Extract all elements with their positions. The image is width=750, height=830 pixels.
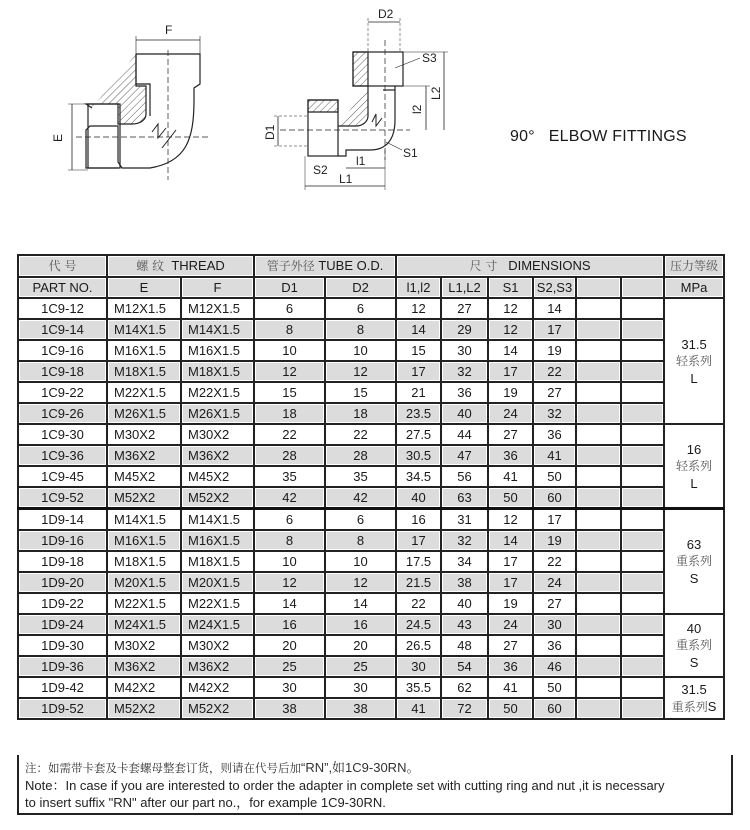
table-row	[18, 677, 724, 698]
cell-blank	[576, 340, 621, 361]
header-code: 代 号	[18, 255, 107, 277]
cell-tube-d1: 6	[254, 298, 325, 319]
cell-blank	[621, 403, 664, 424]
cell-dim-s2-s3: 24	[533, 572, 576, 593]
title-angle: 90°	[510, 128, 535, 145]
note-en-line-1: Note：In case if you are interested to order the adapter in complete set with cutting ring and nut ,it is necessary	[25, 778, 665, 793]
spec-table	[17, 254, 725, 720]
cell-tube-d2: 28	[325, 445, 396, 466]
cell-dim-s1: 12	[488, 509, 533, 531]
cell-dim-s1: 36	[488, 656, 533, 677]
cell-tube-d2: 42	[325, 487, 396, 509]
cell-blank	[621, 677, 664, 698]
cell-thread-e: M22X1.5	[107, 593, 181, 614]
cell-dim-L1-L2: 32	[441, 530, 488, 551]
cell-blank	[576, 656, 621, 677]
cell-tube-d1: 12	[254, 361, 325, 382]
cell-tube-d2: 38	[325, 698, 396, 719]
cell-part-no: 1D9-42	[18, 677, 107, 698]
cell-blank	[576, 551, 621, 572]
cell-dim-s1: 14	[488, 530, 533, 551]
cell-dim-s1: 19	[488, 593, 533, 614]
cell-part-no: 1C9-16	[18, 340, 107, 361]
pressure-group	[664, 614, 724, 677]
header-thread: 螺 纹 THREAD	[107, 255, 254, 277]
cell-blank	[576, 677, 621, 698]
cell-tube-d1: 42	[254, 487, 325, 509]
cell-blank	[621, 340, 664, 361]
cell-dim-s1: 27	[488, 424, 533, 445]
cell-blank	[621, 614, 664, 635]
cell-blank	[576, 319, 621, 340]
cell-dim-L1-L2: 56	[441, 466, 488, 487]
cell-blank	[621, 487, 664, 509]
cell-blank	[621, 572, 664, 593]
header-row-2	[18, 277, 724, 298]
pressure-group	[664, 298, 724, 424]
cell-thread-e: M52X2	[107, 487, 181, 509]
cell-thread-f: M14X1.5	[181, 319, 254, 340]
cell-dim-s2-s3: 27	[533, 593, 576, 614]
cell-tube-d1: 38	[254, 698, 325, 719]
cell-part-no: 1D9-14	[18, 509, 107, 531]
table-row	[18, 382, 724, 403]
title-text: ELBOW FITTINGS	[548, 128, 687, 145]
table-row	[18, 403, 724, 424]
cell-blank	[621, 319, 664, 340]
cell-dim-L1-L2: 27	[441, 298, 488, 319]
cell-tube-d2: 22	[325, 424, 396, 445]
cell-dim-s1: 17	[488, 572, 533, 593]
header-pressure-unit: MPa	[664, 277, 724, 298]
cell-dim-s1: 17	[488, 361, 533, 382]
cell-thread-f: M30X2	[181, 424, 254, 445]
cell-blank	[621, 424, 664, 445]
cell-blank	[576, 424, 621, 445]
cell-tube-d2: 35	[325, 466, 396, 487]
cell-thread-f: M36X2	[181, 445, 254, 466]
cell-dim-l1-l2: 35.5	[396, 677, 441, 698]
cell-blank	[576, 487, 621, 509]
header-blank-2	[621, 277, 664, 298]
table-row	[18, 509, 724, 531]
cell-dim-L1-L2: 29	[441, 319, 488, 340]
cell-dim-L1-L2: 48	[441, 635, 488, 656]
cell-thread-e: M26X1.5	[107, 403, 181, 424]
header-s2-s3: S2,S3	[533, 277, 576, 298]
note-cn: 注：如需带卡套及卡套螺母整套订货，则请在代号后加“RN”,如1C9-30RN。	[25, 760, 420, 775]
cell-dim-s1: 17	[488, 551, 533, 572]
pressure-value: 31.5	[681, 336, 707, 352]
technical-drawings	[0, 0, 750, 250]
cell-part-no: 1C9-14	[18, 319, 107, 340]
order-note	[17, 755, 733, 815]
table-row	[18, 551, 724, 572]
table-row	[18, 424, 724, 445]
cell-thread-e: M22X1.5	[107, 382, 181, 403]
dim-label-l2-lower: l2	[410, 104, 424, 114]
cell-part-no: 1D9-16	[18, 530, 107, 551]
cell-blank	[576, 403, 621, 424]
cell-blank	[621, 656, 664, 677]
cell-dim-L1-L2: 63	[441, 487, 488, 509]
cell-dim-s2-s3: 22	[533, 551, 576, 572]
cell-blank	[576, 572, 621, 593]
cell-dim-s2-s3: 17	[533, 319, 576, 340]
header-part-no: PART NO.	[18, 277, 107, 298]
header-l1-l2: l1,l2	[396, 277, 441, 298]
cell-dim-L1-L2: 36	[441, 382, 488, 403]
cell-blank	[621, 551, 664, 572]
cell-dim-s1: 27	[488, 635, 533, 656]
cell-blank	[576, 466, 621, 487]
cell-dim-l1-l2: 21	[396, 382, 441, 403]
cell-dim-l1-l2: 41	[396, 698, 441, 719]
cell-dim-L1-L2: 40	[441, 593, 488, 614]
cell-thread-f: M52X2	[181, 698, 254, 719]
cell-part-no: 1C9-18	[18, 361, 107, 382]
cell-thread-f: M16X1.5	[181, 530, 254, 551]
cell-dim-L1-L2: 72	[441, 698, 488, 719]
cell-dim-l1-l2: 34.5	[396, 466, 441, 487]
cell-thread-e: M52X2	[107, 698, 181, 719]
cell-dim-s1: 19	[488, 382, 533, 403]
cell-part-no: 1C9-12	[18, 298, 107, 319]
cell-dim-l1-l2: 17.5	[396, 551, 441, 572]
cell-blank	[576, 530, 621, 551]
cell-thread-e: M18X1.5	[107, 361, 181, 382]
pressure-series: S	[689, 655, 699, 670]
table-row	[18, 298, 724, 319]
cell-tube-d2: 14	[325, 593, 396, 614]
note-en-line-2: to insert suffix "RN" after our part no.，for example 1C9-30RN.	[25, 795, 386, 810]
cell-dim-s2-s3: 19	[533, 530, 576, 551]
cell-thread-f: M12X1.5	[181, 298, 254, 319]
cell-part-no: 1D9-24	[18, 614, 107, 635]
cell-dim-s2-s3: 27	[533, 382, 576, 403]
pressure-series: L	[690, 475, 698, 491]
table-row	[18, 572, 724, 593]
dim-label-l1-lower: l1	[356, 154, 366, 168]
cell-blank	[621, 593, 664, 614]
cell-tube-d1: 8	[254, 530, 325, 551]
cell-thread-f: M26X1.5	[181, 403, 254, 424]
dim-label-f: F	[165, 23, 173, 37]
cell-dim-L1-L2: 47	[441, 445, 488, 466]
header-e: E	[107, 277, 181, 298]
cell-tube-d1: 20	[254, 635, 325, 656]
cell-dim-L1-L2: 30	[441, 340, 488, 361]
cell-part-no: 1C9-52	[18, 487, 107, 509]
table-row	[18, 656, 724, 677]
cell-dim-l1-l2: 21.5	[396, 572, 441, 593]
dim-label-d2: D2	[378, 7, 394, 21]
header-dimensions: 尺 寸 DIMENSIONS	[396, 255, 664, 277]
pressure-value: 31.5	[681, 681, 707, 697]
cell-tube-d1: 10	[254, 551, 325, 572]
cell-dim-l1-l2: 15	[396, 340, 441, 361]
cell-blank	[621, 635, 664, 656]
cell-thread-e: M24X1.5	[107, 614, 181, 635]
cell-tube-d2: 15	[325, 382, 396, 403]
cell-dim-s1: 12	[488, 298, 533, 319]
cell-thread-f: M22X1.5	[181, 382, 254, 403]
pressure-value: 16	[686, 441, 702, 457]
dim-label-d1: D1	[263, 124, 277, 140]
cell-tube-d1: 10	[254, 340, 325, 361]
cell-dim-L1-L2: 62	[441, 677, 488, 698]
page-title	[510, 128, 687, 146]
cell-blank	[621, 509, 664, 531]
pressure-series-cn: 重系列	[676, 638, 713, 652]
cell-dim-s2-s3: 60	[533, 698, 576, 719]
pressure-value: 40	[686, 621, 702, 636]
pressure-series: 重系列S	[671, 698, 717, 714]
dim-label-l1-upper: L1	[339, 172, 353, 186]
cell-thread-e: M20X1.5	[107, 572, 181, 593]
header-pressure: 压力等级	[664, 255, 724, 277]
dim-label-s2: S2	[313, 163, 328, 177]
cell-dim-s2-s3: 30	[533, 614, 576, 635]
cell-dim-L1-L2: 31	[441, 509, 488, 531]
cell-tube-d2: 6	[325, 509, 396, 531]
cell-thread-e: M30X2	[107, 424, 181, 445]
table-row	[18, 698, 724, 719]
pressure-group	[664, 424, 724, 509]
cell-thread-f: M16X1.5	[181, 340, 254, 361]
cell-tube-d2: 10	[325, 551, 396, 572]
cell-blank	[621, 361, 664, 382]
cell-tube-d1: 15	[254, 382, 325, 403]
cell-tube-d2: 12	[325, 361, 396, 382]
cell-dim-s2-s3: 36	[533, 424, 576, 445]
cell-dim-s2-s3: 36	[533, 635, 576, 656]
cell-tube-d2: 6	[325, 298, 396, 319]
cell-part-no: 1D9-30	[18, 635, 107, 656]
cell-tube-d1: 28	[254, 445, 325, 466]
header-d1: D1	[254, 277, 325, 298]
cell-thread-f: M42X2	[181, 677, 254, 698]
table-row	[18, 445, 724, 466]
header-tube-od: 管子外径 TUBE O.D.	[254, 255, 396, 277]
cell-blank	[621, 382, 664, 403]
cell-dim-s1: 50	[488, 487, 533, 509]
cell-dim-L1-L2: 43	[441, 614, 488, 635]
cell-tube-d2: 12	[325, 572, 396, 593]
cell-tube-d1: 18	[254, 403, 325, 424]
cell-dim-s2-s3: 14	[533, 298, 576, 319]
cell-dim-s1: 14	[488, 340, 533, 361]
pressure-series: S	[689, 571, 699, 586]
cell-dim-s1: 24	[488, 403, 533, 424]
cell-thread-e: M36X2	[107, 445, 181, 466]
cell-thread-e: M12X1.5	[107, 298, 181, 319]
cell-thread-f: M18X1.5	[181, 361, 254, 382]
cell-dim-L1-L2: 32	[441, 361, 488, 382]
cell-blank	[621, 530, 664, 551]
cell-thread-e: M45X2	[107, 466, 181, 487]
cell-tube-d2: 8	[325, 530, 396, 551]
cell-dim-s1: 50	[488, 698, 533, 719]
cell-part-no: 1C9-26	[18, 403, 107, 424]
cell-thread-f: M20X1.5	[181, 572, 254, 593]
header-blank-1	[576, 277, 621, 298]
cell-thread-f: M14X1.5	[181, 509, 254, 531]
pressure-group	[664, 677, 724, 719]
cell-dim-l1-l2: 17	[396, 530, 441, 551]
cell-dim-s2-s3: 17	[533, 509, 576, 531]
cell-tube-d1: 22	[254, 424, 325, 445]
cell-dim-l1-l2: 30	[396, 656, 441, 677]
cell-dim-s1: 36	[488, 445, 533, 466]
pressure-series-cn: 轻系列	[676, 353, 713, 368]
cell-dim-s2-s3: 60	[533, 487, 576, 509]
table-row	[18, 593, 724, 614]
pressure-series: L	[690, 370, 698, 386]
cell-tube-d2: 8	[325, 319, 396, 340]
table-row	[18, 530, 724, 551]
cell-tube-d2: 30	[325, 677, 396, 698]
cell-thread-e: M14X1.5	[107, 509, 181, 531]
cell-thread-f: M30X2	[181, 635, 254, 656]
cell-tube-d1: 16	[254, 614, 325, 635]
cell-part-no: 1D9-18	[18, 551, 107, 572]
cell-thread-e: M36X2	[107, 656, 181, 677]
cell-blank	[621, 445, 664, 466]
cell-thread-e: M16X1.5	[107, 530, 181, 551]
header-f: F	[181, 277, 254, 298]
cell-tube-d2: 25	[325, 656, 396, 677]
cell-blank	[576, 698, 621, 719]
cell-part-no: 1C9-36	[18, 445, 107, 466]
cell-tube-d2: 16	[325, 614, 396, 635]
table-row	[18, 340, 724, 361]
cell-blank	[576, 635, 621, 656]
cell-dim-s2-s3: 46	[533, 656, 576, 677]
cell-thread-f: M24X1.5	[181, 614, 254, 635]
cell-dim-s2-s3: 22	[533, 361, 576, 382]
dim-label-e: E	[51, 133, 65, 142]
cell-dim-s2-s3: 32	[533, 403, 576, 424]
cell-tube-d1: 30	[254, 677, 325, 698]
cell-thread-e: M16X1.5	[107, 340, 181, 361]
cell-part-no: 1D9-52	[18, 698, 107, 719]
cell-dim-l1-l2: 27.5	[396, 424, 441, 445]
cell-part-no: 1C9-30	[18, 424, 107, 445]
cell-dim-s2-s3: 50	[533, 677, 576, 698]
cell-dim-l1-l2: 17	[396, 361, 441, 382]
cell-thread-f: M18X1.5	[181, 551, 254, 572]
cell-part-no: 1D9-20	[18, 572, 107, 593]
cell-thread-f: M45X2	[181, 466, 254, 487]
header-s1: S1	[488, 277, 533, 298]
cell-part-no: 1C9-22	[18, 382, 107, 403]
cell-dim-l1-l2: 14	[396, 319, 441, 340]
dim-label-s3: S3	[422, 51, 437, 65]
cell-blank	[576, 445, 621, 466]
cell-dim-s2-s3: 50	[533, 466, 576, 487]
cell-dim-l1-l2: 16	[396, 509, 441, 531]
cell-blank	[576, 361, 621, 382]
cell-tube-d1: 35	[254, 466, 325, 487]
pressure-series-cn: 重系列	[676, 554, 713, 568]
dim-label-l2-upper: L2	[429, 86, 443, 100]
cell-dim-l1-l2: 26.5	[396, 635, 441, 656]
table-row	[18, 487, 724, 509]
cell-blank	[621, 698, 664, 719]
cell-tube-d2: 18	[325, 403, 396, 424]
header-L1-L2: L1,L2	[441, 277, 488, 298]
cell-dim-s1: 41	[488, 466, 533, 487]
table-row	[18, 466, 724, 487]
cell-dim-L1-L2: 34	[441, 551, 488, 572]
cell-blank	[576, 382, 621, 403]
cell-blank	[621, 298, 664, 319]
table-row	[18, 361, 724, 382]
cell-thread-e: M14X1.5	[107, 319, 181, 340]
cell-dim-s2-s3: 41	[533, 445, 576, 466]
header-d2: D2	[325, 277, 396, 298]
cell-dim-s1: 41	[488, 677, 533, 698]
cell-dim-l1-l2: 24.5	[396, 614, 441, 635]
cell-thread-e: M18X1.5	[107, 551, 181, 572]
cell-part-no: 1D9-36	[18, 656, 107, 677]
cell-tube-d2: 20	[325, 635, 396, 656]
header-row-1	[18, 255, 724, 277]
table-row	[18, 635, 724, 656]
cell-blank	[576, 298, 621, 319]
cell-tube-d1: 12	[254, 572, 325, 593]
cell-tube-d1: 8	[254, 319, 325, 340]
cell-thread-f: M22X1.5	[181, 593, 254, 614]
pressure-group	[664, 509, 724, 615]
cell-dim-L1-L2: 54	[441, 656, 488, 677]
cell-blank	[576, 614, 621, 635]
cell-tube-d1: 14	[254, 593, 325, 614]
cell-thread-e: M30X2	[107, 635, 181, 656]
cell-dim-s1: 24	[488, 614, 533, 635]
cell-blank	[576, 509, 621, 531]
cell-blank	[576, 593, 621, 614]
cell-thread-f: M36X2	[181, 656, 254, 677]
cell-dim-l1-l2: 40	[396, 487, 441, 509]
cell-dim-l1-l2: 23.5	[396, 403, 441, 424]
elbow-drawing-simple	[68, 36, 210, 180]
cell-dim-L1-L2: 38	[441, 572, 488, 593]
dim-label-s1: S1	[403, 146, 418, 160]
cell-thread-f: M52X2	[181, 487, 254, 509]
cell-dim-l1-l2: 22	[396, 593, 441, 614]
cell-tube-d1: 6	[254, 509, 325, 531]
cell-dim-s2-s3: 19	[533, 340, 576, 361]
pressure-series-cn: 轻系列	[676, 458, 713, 473]
cell-dim-s1: 12	[488, 319, 533, 340]
cell-blank	[621, 466, 664, 487]
table-row	[18, 614, 724, 635]
table-row	[18, 319, 724, 340]
cell-dim-L1-L2: 40	[441, 403, 488, 424]
cell-dim-l1-l2: 12	[396, 298, 441, 319]
cell-part-no: 1D9-22	[18, 593, 107, 614]
cell-dim-l1-l2: 30.5	[396, 445, 441, 466]
cell-tube-d2: 10	[325, 340, 396, 361]
cell-dim-L1-L2: 44	[441, 424, 488, 445]
cell-tube-d1: 25	[254, 656, 325, 677]
cell-thread-e: M42X2	[107, 677, 181, 698]
cell-part-no: 1C9-45	[18, 466, 107, 487]
pressure-value: 63	[686, 537, 702, 552]
